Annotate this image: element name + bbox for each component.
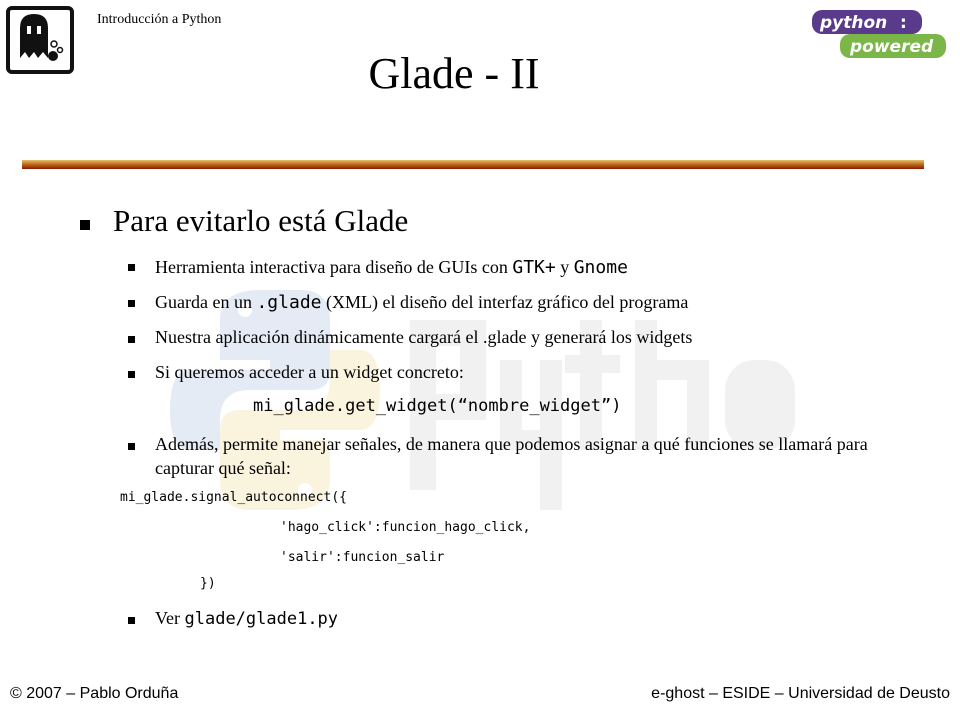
bullet-glade-file [155,290,895,315]
python-powered-text-bottom: powered [850,37,934,57]
bullet-gui-tool [155,255,895,280]
bullet-get-widget: Si queremos acceder a un widget concreto: [155,362,464,382]
bullet-signals: Además, permite manejar señales, de manera que podemos asignar a qué funciones se llamará para capturar qué señal: [155,434,868,478]
glade-extension: .glade [256,292,322,313]
bullet-marker [128,336,135,343]
code-line: mi_glade.signal_autoconnect({ [120,490,347,505]
bullet-marker [128,300,135,307]
bullet-marker [128,264,135,271]
code-line: 'hago_click':funcion_hago_click, [280,520,531,535]
bullet-glade-post: (XML) el diseño del interfaz gráfico del programa [321,292,689,312]
python-powered-text-top: python [820,13,888,33]
code-line: 'salir':funcion_salir [280,550,445,565]
get-widget-code: mi_glade.get_widget(“nombre_widget”) [253,396,622,416]
bullet-glade-pre: Guarda en un [155,292,257,312]
footer-organization: e-ghost – ESIDE – Universidad de Deusto [651,685,950,702]
footer-copyright: © 2007 – Pablo Orduña [10,685,179,702]
bullet-dynamic-load: Nuestra aplicación dinámicamente cargará el .glade y generará los widgets [155,327,693,347]
title-divider [22,160,924,169]
slide-title: Glade - II [368,49,540,98]
conjunction: y [555,257,574,277]
course-name: Introducción a Python [97,12,222,27]
python-powered-colon: : [900,13,907,33]
see-label: Ver [155,608,185,628]
code-line: }) [200,576,216,591]
bullet-marker [80,220,90,230]
main-bullet-text: Para evitarlo está Glade [113,203,409,238]
bullet-gui-tool-text: Herramienta interactiva para diseño de GUIs con [155,257,513,277]
bullet-marker [128,371,135,378]
gnome-term: Gnome [573,257,628,278]
bullet-marker [128,617,135,624]
bullet-see-example [155,606,895,631]
example-file-path: glade/glade1.py [184,609,339,629]
gtk-term: GTK+ [512,257,556,278]
bullet-marker [128,443,135,450]
